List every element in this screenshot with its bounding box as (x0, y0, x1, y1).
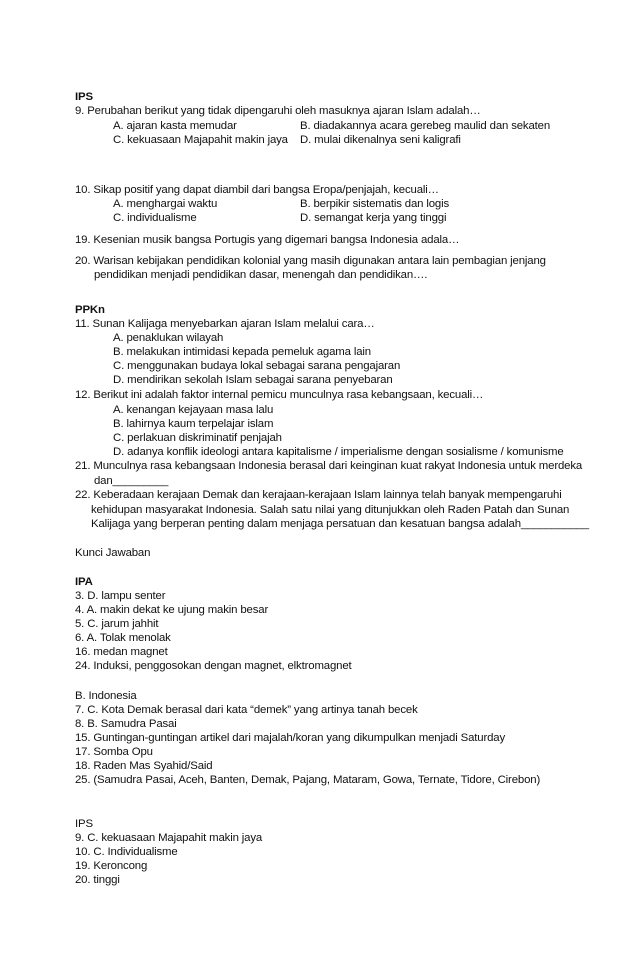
answer-item: 3. D. lampu senter (75, 590, 166, 602)
option-11a: A. penaklukan wilayah (113, 332, 224, 344)
section-heading-ips: IPS (75, 91, 93, 103)
question-11: 11. Sunan Kalijaga menyebarkan ajaran Islam melalui cara… (75, 318, 375, 330)
option-11b: B. melakukan intimidasi kepada pemeluk agama lain (113, 346, 371, 358)
answer-item: 20. tinggi (75, 874, 120, 886)
question-19: 19. Kesenian musik bangsa Portugis yang digemari bangsa Indonesia adala… (75, 234, 460, 246)
answer-key-title: Kunci Jawaban (75, 547, 151, 559)
answer-heading-ips: IPS (75, 818, 93, 830)
answer-item: 18. Raden Mas Syahid/Said (75, 760, 213, 772)
answer-heading-ipa: IPA (75, 576, 93, 588)
question-12: 12. Berikut ini adalah faktor internal pemicu munculnya rasa kebangsaan, kecuali… (75, 389, 484, 401)
answer-item: 7. C. Kota Demak berasal dari kata “demek” yang artinya tanah becek (75, 704, 418, 716)
answer-item: 6. A. Tolak menolak (75, 632, 171, 644)
option-9b: B. diadakannya acara gerebeg maulid dan sekaten (300, 120, 551, 132)
option-12b: B. lahirnya kaum terpelajar islam (113, 418, 274, 430)
question-10: 10. Sikap positif yang dapat diambil dari bangsa Eropa/penjajah, kecuali… (75, 184, 439, 196)
option-11d: D. mendirikan sekolah Islam sebagai sarana penyebaran (113, 374, 393, 386)
option-9a: A. ajaran kasta memudar (113, 120, 237, 132)
question-20-line2: pendidikan menjadi pendidikan dasar, menengah dan pendidikan…. (94, 269, 428, 281)
option-9c: C. kekuasaan Majapahit makin jaya (113, 134, 288, 146)
answer-item: 17. Somba Opu (75, 746, 153, 758)
option-10b: B. berpikir sistematis dan logis (300, 198, 450, 210)
answer-item: 9. C. kekuasaan Majapahit makin jaya (75, 832, 263, 844)
question-9: 9. Perubahan berikut yang tidak dipengaruhi oleh masuknya ajaran Islam adalah… (75, 105, 481, 117)
answer-item: 10. C. Individualisme (75, 846, 178, 858)
option-12c: C. perlakuan diskriminatif penjajah (113, 432, 282, 444)
section-heading-ppkn: PPKn (75, 304, 105, 316)
answer-item: 15. Guntingan-guntingan artikel dari majalah/koran yang dikumpulkan menjadi Saturday (75, 732, 506, 744)
option-12d: D. adanya konflik ideologi antara kapitalisme / imperialisme dengan sosialisme / komunisme (113, 446, 564, 458)
option-11c: C. menggunakan budaya lokal sebagai sarana pengajaran (113, 360, 401, 372)
question-22-line3: Kalijaga yang berperan penting dalam menjaga persatuan dan kesatuan bangsa adalah___________ (91, 518, 589, 530)
option-12a: A. kenangan kejayaan masa lalu (113, 404, 274, 416)
answer-item: 4. A. makin dekat ke ujung makin besar (75, 604, 269, 616)
answer-item: 25. (Samudra Pasai, Aceh, Banten, Demak, Pajang, Mataram, Gowa, Ternate, Tidore, Cirebon) (75, 774, 541, 786)
answer-item: 16. medan magnet (75, 646, 168, 658)
option-10a: A. menghargai waktu (113, 198, 218, 210)
answer-item: 24. Induksi, penggosokan dengan magnet, elktromagnet (75, 660, 352, 672)
option-10c: C. individualisme (113, 212, 197, 224)
answer-item: 5. C. jarum jahhit (75, 618, 159, 630)
answer-item: 19. Keroncong (75, 860, 148, 872)
question-22-line1: 22. Keberadaan kerajaan Demak dan kerajaan-kerajaan Islam lainnya telah banyak mempengaruhi (75, 489, 562, 501)
option-10d: D. semangat kerja yang tinggi (300, 212, 447, 224)
answer-heading-bindo: B. Indonesia (75, 690, 137, 702)
answer-item: 8. B. Samudra Pasai (75, 718, 177, 730)
question-22-line2: kehidupan masyarakat Indonesia. Salah satu nilai yang ditunjukkan oleh Raden Patah dan Sunan (91, 504, 570, 516)
question-21-line2: dan_________ (94, 475, 169, 487)
question-21-line1: 21. Munculnya rasa kebangsaan Indonesia berasal dari keinginan kuat rakyat Indonesia untuk merdeka (75, 460, 583, 472)
option-9d: D. mulai dikenalnya seni kaligrafi (300, 134, 461, 146)
question-20-line1: 20. Warisan kebijakan pendidikan kolonial yang masih digunakan antara lain pembagian jenjang (75, 255, 546, 267)
